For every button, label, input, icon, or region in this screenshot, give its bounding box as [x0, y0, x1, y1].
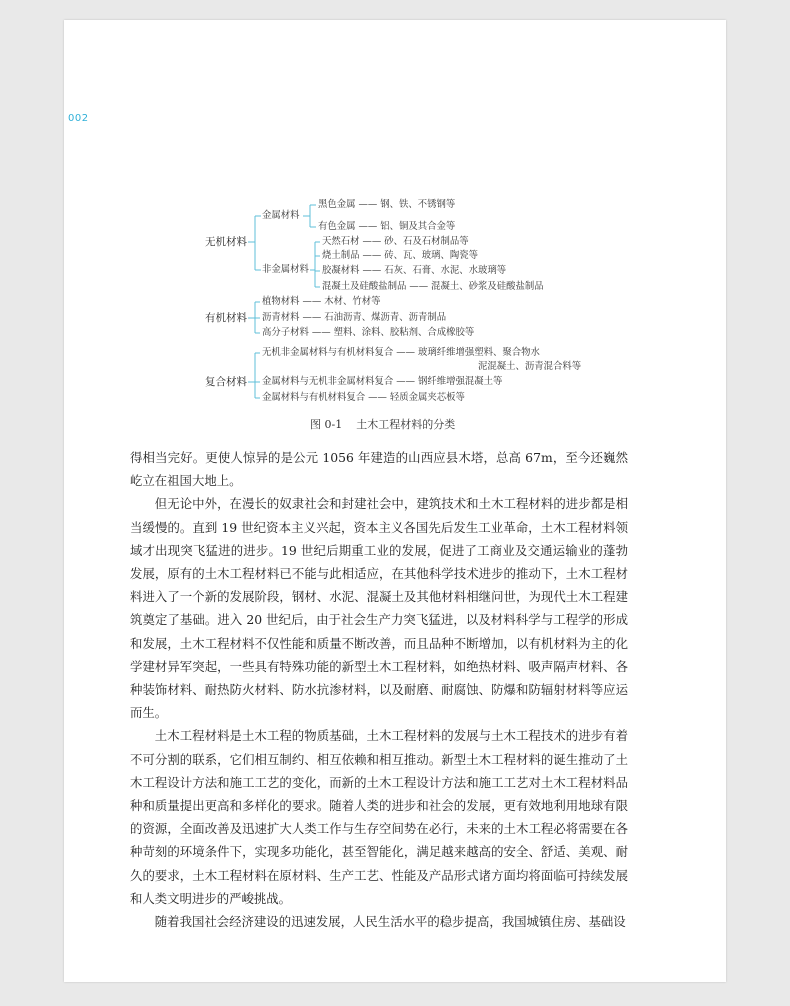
category-inorganic: 无机材料: [205, 236, 247, 248]
nonferrous-metal-item: 有色金属 —— 铝、铜及其合金等: [318, 221, 456, 232]
category-composite: 复合材料: [205, 376, 247, 388]
composite-item-3: 金属材料与有机材料复合 —— 轻质金属夹芯板等: [262, 392, 465, 403]
composite-item-2: 金属材料与无机非金属材料复合 —— 钢纤维增强混凝土等: [262, 376, 503, 387]
metal-materials-label: 金属材料: [262, 210, 300, 221]
natural-stone-item: 天然石材 —— 砂、石及石材制品等: [322, 236, 469, 247]
page-number: 002: [68, 113, 89, 124]
figure-number: 图 0-1: [310, 418, 343, 431]
figure-caption: [310, 416, 455, 432]
asphalt-materials-item: 沥青材料 —— 石油沥青、煤沥青、沥青制品: [262, 312, 447, 323]
paragraph-4: 随着我国社会经济建设的迅速发展，人民生活水平的稳步提高，我国城镇住房、基础设: [154, 914, 626, 930]
paragraph-2: 但无论中外，在漫长的奴隶社会和封建社会中，建筑技术和土木工程材料的进步都是相当缓慢的。直到 19 世纪资本主义兴起，资本主义各国先后发生工业革命，土木工程材料领域才出现突飞猛进的进步。19 世纪后期重工业的发展，促进了工商业及交通运输业的蓬勃发展，原有的土木工程材料已不能与此相适应，在其他科学技术进步的推动下，土木工程材料进入了一个新的发展阶段，钢材、水泥、混凝土及其他材料相继问世，为现代土木工程建筑奠定了基础。进入 20 世纪后，由于社会生产力突飞猛进，以及材料科学与工程学的形成和发展，土木工程材料不仅性能和质量不断改善，而且品种不断增加，以有机材料为主的化学建材异军突起，一些具有特殊功能的新型土木工程材料，如绝热材料、吸声隔声材料、各种装饰材料、耐热防火材料、防水抗渗材料，以及耐磨、耐腐蚀、防爆和防辐射材料等应运而生。: [130, 496, 628, 721]
polymer-materials-item: 高分子材料 —— 塑料、涂料、胶粘剂、合成橡胶等: [262, 327, 475, 338]
figure-title: 土木工程材料的分类: [356, 418, 456, 431]
paragraph-1: 得相当完好。更使人惊异的是公元 1056 年建造的山西应县木塔，总高 67m，至今还巍然屹立在祖国大地上。: [130, 450, 628, 489]
category-organic: 有机材料: [205, 312, 247, 324]
nonmetal-materials-label: 非金属材料: [262, 264, 309, 275]
cementitious-item: 胶凝材料 —— 石灰、石膏、水泥、水玻璃等: [322, 265, 507, 276]
fired-clay-item: 烧土制品 —— 砖、瓦、玻璃、陶瓷等: [322, 250, 478, 261]
concrete-silicate-item: 混凝土及硅酸盐制品 —— 混凝土、砂浆及硅酸盐制品: [322, 281, 544, 292]
composite-item-1: 无机非金属材料与有机材料复合 —— 玻璃纤维增强塑料、聚合物水: [262, 347, 540, 358]
paragraph-3: 土木工程材料是土木工程的物质基础，土木工程材料的发展与土木工程技术的进步有着不可分割的联系，它们相互制约、相互依赖和相互推动。新型土木工程材料的诞生推动了土木工程设计方法和施工工艺的变化，而新的土木工程设计方法和施工工艺对土木工程材料品种和质量提出更高和多样化的要求。随着人类的进步和社会的发展，更有效地利用地球有限的资源，全面改善及迅速扩大人类工作与生存空间势在必行，未来的土木工程必将需要在各种苛刻的环境条件下，实现多功能化，甚至智能化，满足越来越高的安全、舒适、美观、耐久的要求，土木工程材料在原材料、生产工艺、性能及产品形式诸方面均将面临可持续发展和人类文明进步的严峻挑战。: [130, 728, 628, 906]
body-text: [130, 446, 628, 933]
composite-item-1-cont: 泥混凝土、沥青混合料等: [478, 361, 582, 372]
ferrous-metal-item: 黑色金属 —— 钢、铁、不锈钢等: [318, 199, 456, 210]
plant-materials-item: 植物材料 —— 木材、竹材等: [262, 296, 381, 307]
